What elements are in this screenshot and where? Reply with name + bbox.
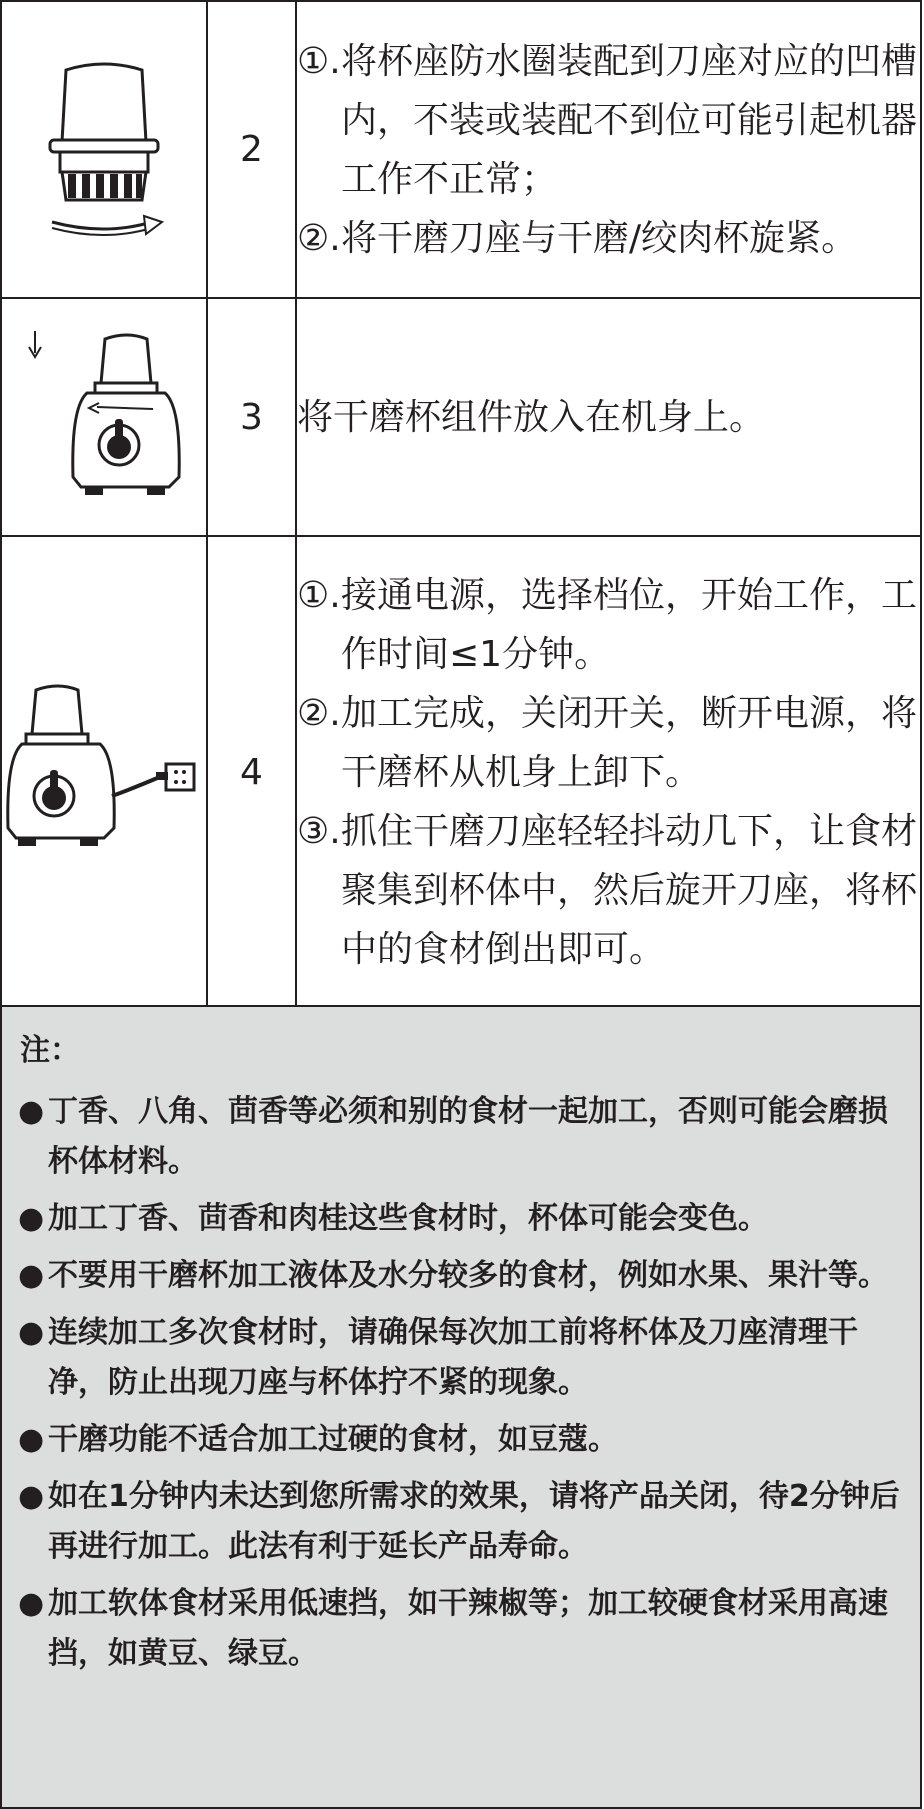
note-text: 如在1分钟内未达到您所需求的效果，请将产品关闭，待2分钟后再进行加工。此法有利于延长产品寿命。 (48, 1479, 900, 1564)
bullet-icon: ● (18, 1315, 45, 1350)
bullet-icon: ● (18, 1586, 45, 1621)
note-item (18, 1472, 906, 1572)
instruction-item (297, 566, 920, 684)
step-number: 4 (207, 536, 296, 1008)
instruction-item (297, 209, 920, 268)
bullet-icon: ● (18, 1094, 45, 1129)
note-text: 不要用干磨杯加工液体及水分较多的食材，例如水果、果汁等。 (48, 1258, 888, 1293)
step-illustration-cell (1, 1, 207, 298)
note-item (18, 1308, 906, 1408)
step-instructions (296, 536, 921, 1008)
item-marker: ①. (297, 40, 341, 82)
step-number: 2 (207, 1, 296, 298)
note-text: 干磨功能不适合加工过硬的食材，如豆蔻。 (48, 1422, 618, 1457)
step-instructions (296, 298, 921, 536)
item-marker: ①. (297, 574, 341, 616)
step-instructions (296, 1, 921, 298)
note-item (18, 1251, 906, 1301)
grinder-cup-rotate-icon (34, 50, 174, 250)
bullet-icon: ● (18, 1201, 45, 1236)
step-row (1, 1, 921, 298)
blender-plugged-in-icon (4, 672, 204, 872)
instruction-item (297, 802, 920, 979)
note-text: 加工丁香、茴香和肉桂这些食材时，杯体可能会变色。 (48, 1201, 768, 1236)
blender-place-cup-icon (19, 317, 189, 517)
bullet-icon: ● (18, 1422, 45, 1457)
note-text: 丁香、八角、茴香等必须和别的食材一起加工，否则可能会磨损杯体材料。 (48, 1094, 888, 1179)
item-text: 将杯座防水圈装配到刀座对应的凹槽内，不装或装配不到位可能引起机器工作不正常； (341, 40, 918, 200)
item-marker: ②. (297, 692, 341, 734)
item-marker: ②. (297, 217, 341, 259)
note-item (18, 1194, 906, 1244)
bullet-icon: ● (18, 1258, 45, 1293)
note-text: 加工软体食材采用低速挡，如干辣椒等；加工较硬食材采用高速挡，如黄豆、绿豆。 (48, 1586, 888, 1671)
note-item (18, 1579, 906, 1679)
item-text: 抓住干磨刀座轻轻抖动几下，让食材聚集到杯体中，然后旋开刀座，将杯中的食材倒出即可。 (341, 810, 918, 970)
item-text: 加工完成，关闭开关，断开电源，将干磨杯从机身上卸下。 (341, 692, 918, 793)
step-row (1, 536, 921, 1008)
notes-box (0, 1005, 922, 1809)
notes-title: 注： (20, 1033, 80, 1068)
note-text: 连续加工多次食材时，请确保每次加工前将杯体及刀座清理干净，防止出现刀座与杯体拧不紧的现象。 (48, 1315, 858, 1400)
instruction-item (297, 32, 920, 209)
step-illustration-cell (1, 298, 207, 536)
instruction-item (297, 684, 920, 802)
note-list (18, 1087, 906, 1686)
item-text: 将干磨刀座与干磨/绞肉杯旋紧。 (341, 217, 858, 259)
step-number: 3 (207, 298, 296, 536)
item-marker: ③. (297, 810, 341, 852)
step-illustration-cell (1, 536, 207, 1008)
item-text: 接通电源，选择档位，开始工作，工作时间≤1分钟。 (341, 574, 918, 675)
step-row (1, 298, 921, 536)
bullet-icon: ● (18, 1479, 45, 1514)
note-item (18, 1415, 906, 1465)
note-item (18, 1087, 906, 1187)
instruction-text: 将干磨杯组件放入在机身上。 (297, 396, 766, 438)
